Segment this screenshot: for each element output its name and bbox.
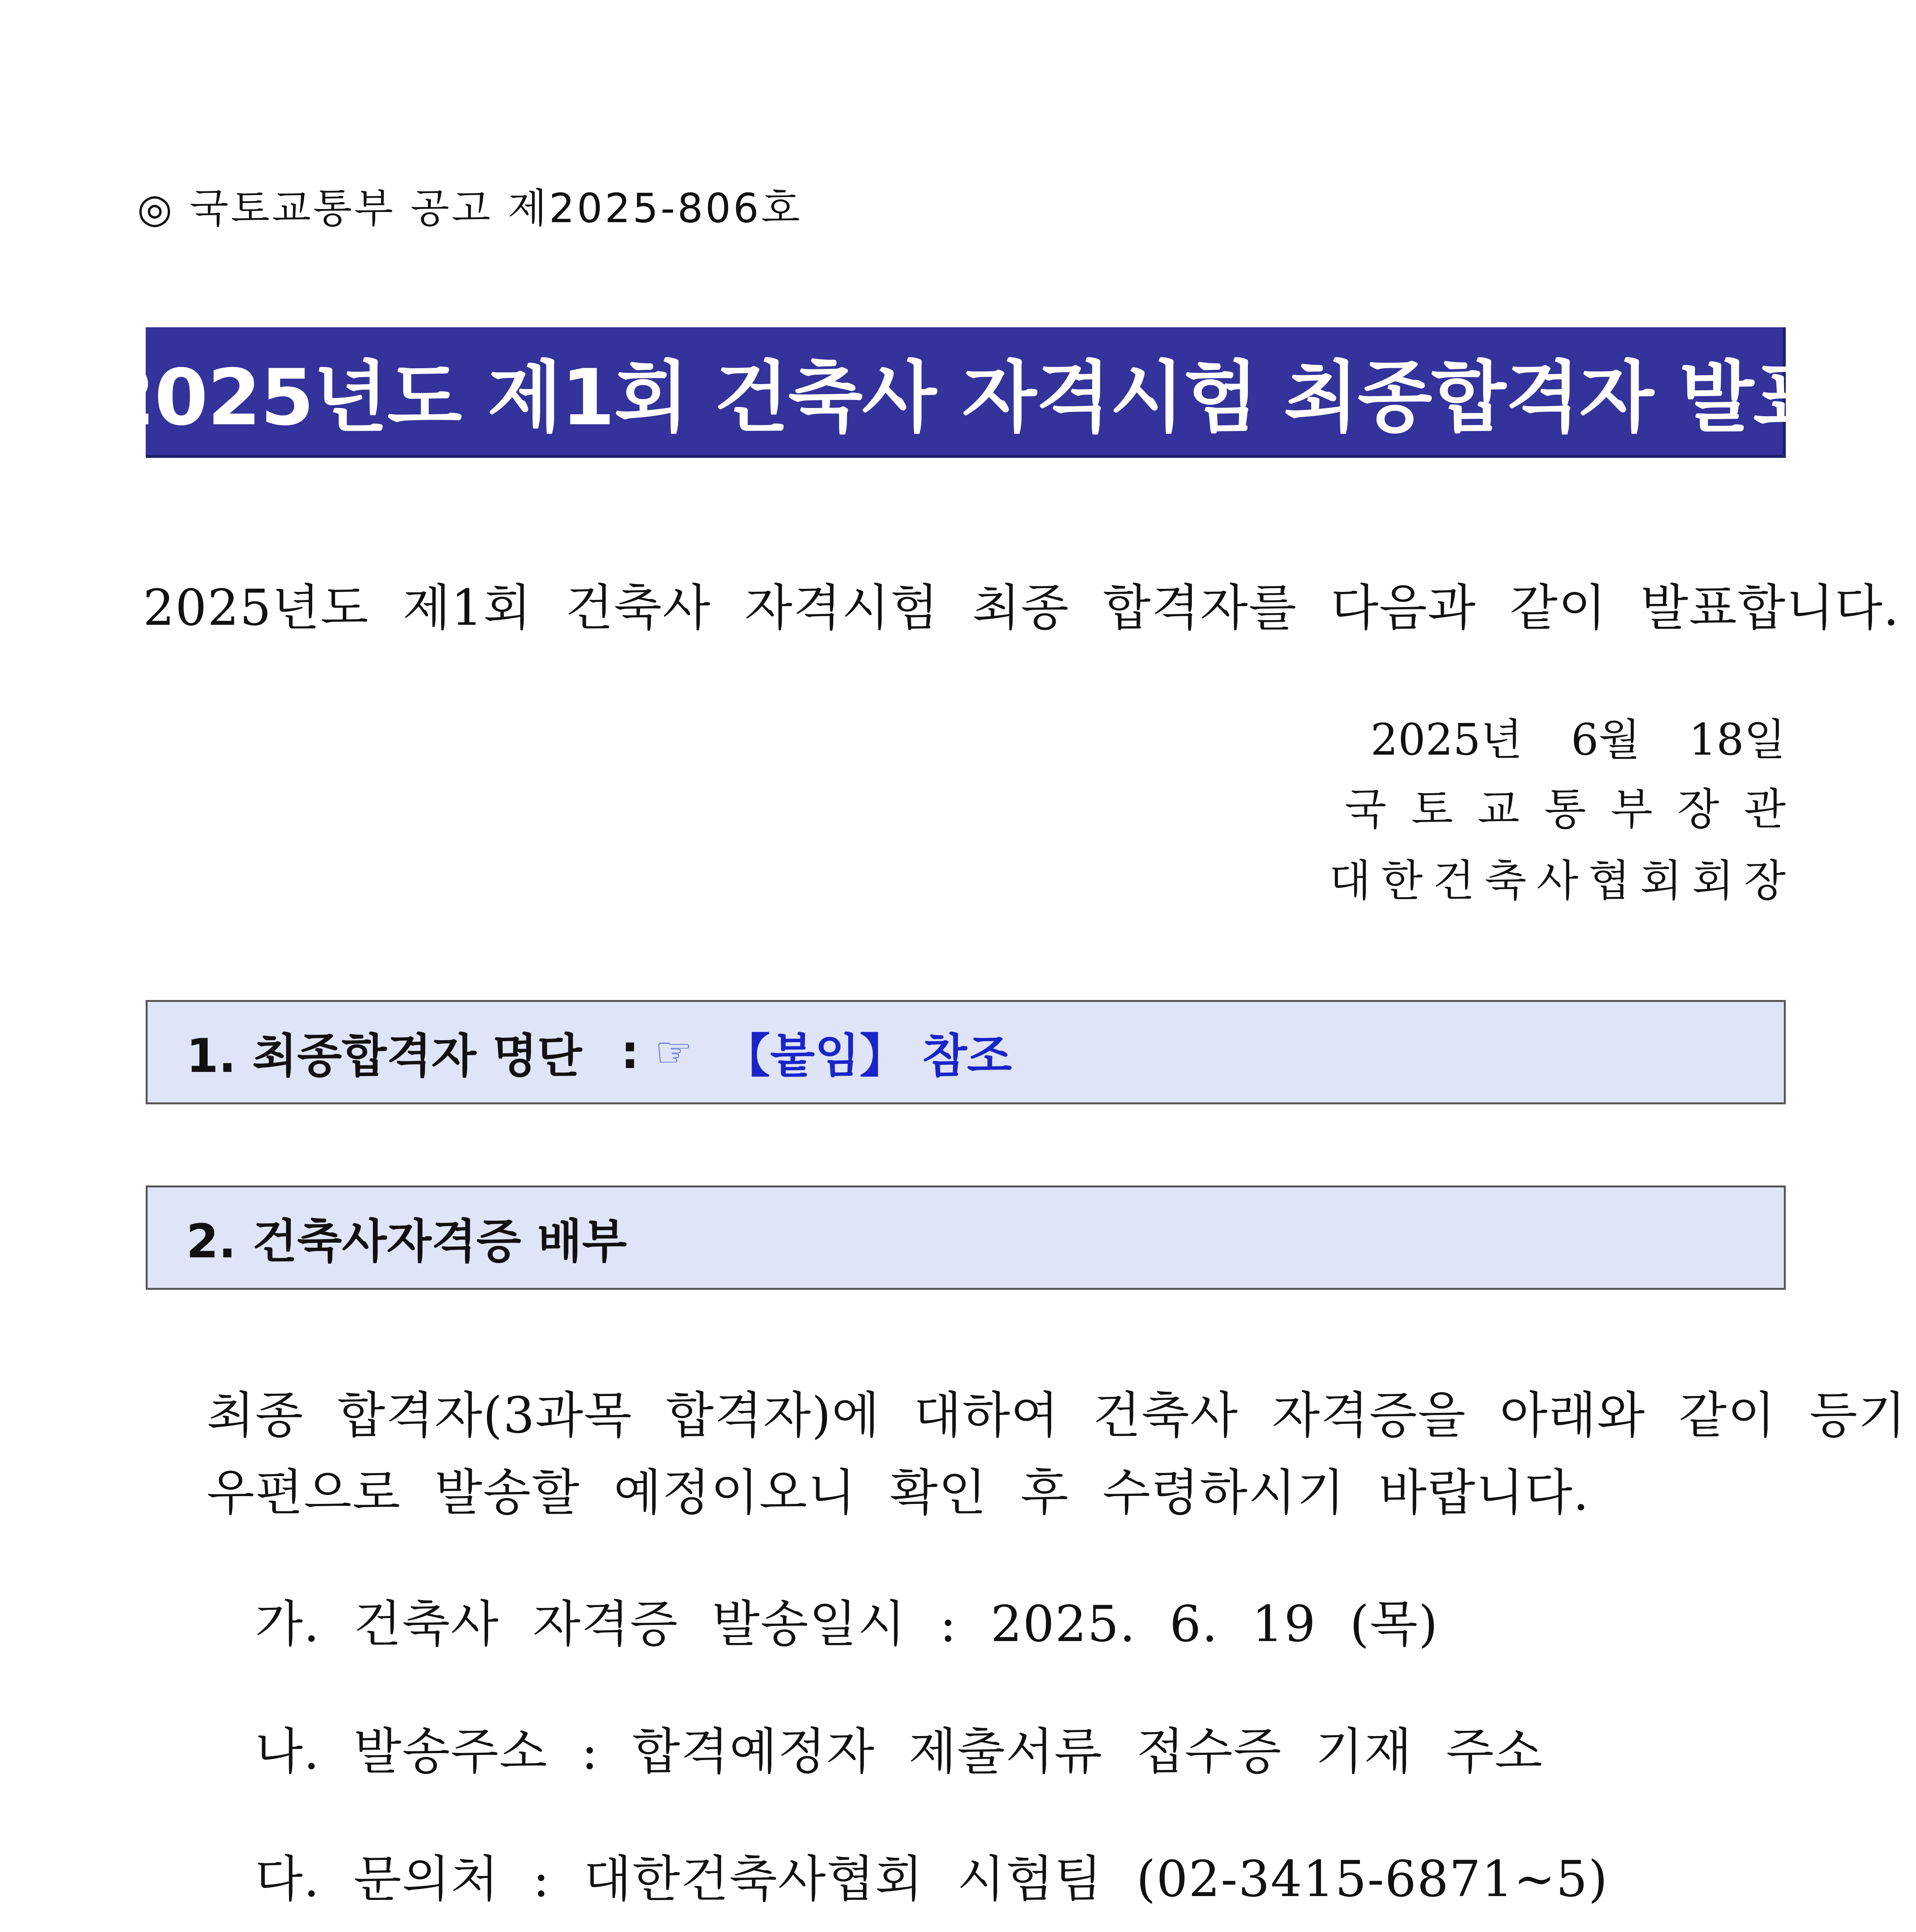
notice-number: ◎ 국토교통부 공고 제2025-806호: [137, 185, 802, 232]
announcement-date: 2025년 6월 18일: [1370, 715, 1786, 765]
intro-paragraph: 2025년도 제1회 건축사 자격시험 최종 합격자를 다음과 같이 발표합니다.: [143, 579, 1900, 637]
minister-signature: 국토교통부장관: [1344, 784, 1811, 835]
section-title: 2. 건축사자격증 배부: [186, 1215, 627, 1269]
body-line-2: 우편으로 발송할 예정이오니 확인 후 수령하시기 바랍니다.: [207, 1464, 1590, 1522]
attachment-reference[interactable]: 【붙임】 참조: [723, 1029, 1012, 1083]
section-colon: :: [621, 1025, 640, 1079]
list-item-address: 나. 발송주소 : 합격예정자 제출서류 접수증 기재 주소: [255, 1723, 1543, 1781]
pointing-hand-icon: ☞: [655, 1027, 693, 1077]
list-item-send-date: 가. 건축사 자격증 발송일시 : 2025. 6. 19 (목): [255, 1595, 1439, 1653]
list-item-contact: 다. 문의처 : 대한건축사협회 시험팀 (02-3415-6871~5): [255, 1850, 1608, 1908]
body-line-1: 최종 합격자(3과목 합격자)에 대하여 건축사 자격증을 아래와 같이 등기: [207, 1387, 1907, 1444]
section-title: 1. 최종합격자 명단: [186, 1029, 582, 1083]
page-title: 2025년도 제1회 건축사 자격시험 최종합격자 발표: [101, 352, 1827, 443]
section-final-list: [146, 1000, 1786, 1104]
section-certificate-distribution: [146, 1185, 1786, 1290]
association-signature: 대한건축사협회회장: [1329, 856, 1796, 906]
title-banner: [101, 327, 1827, 458]
